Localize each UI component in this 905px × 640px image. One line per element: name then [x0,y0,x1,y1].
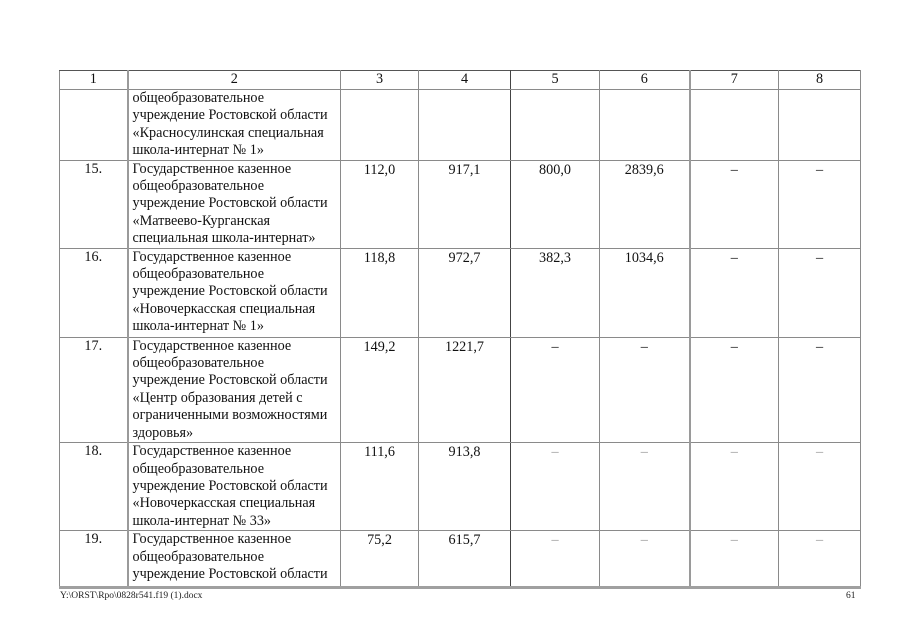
row-number: 17. [60,337,128,442]
table-row [60,443,861,531]
cell-col6: – [600,337,690,442]
cell-col7: – [690,248,779,337]
cell-col4: 1221,7 [419,337,511,442]
institution-name: Государственное казенное общеобразовательное учреждение Ростовской области [128,531,341,588]
cell-col7: – [690,443,779,531]
column-header: 7 [690,71,779,90]
cell-col8: – [779,443,861,531]
cell-col7 [690,90,779,161]
row-number: 19. [60,531,128,588]
table-row [60,160,861,248]
cell-col5: – [511,337,600,442]
cell-col5 [511,90,600,161]
cell-col7: – [690,337,779,442]
cell-col4: 615,7 [419,531,511,588]
cell-col8: – [779,531,861,588]
table-header-row [60,71,861,90]
row-number: 16. [60,248,128,337]
cell-col6: – [600,531,690,588]
footer-page-number: 61 [846,591,856,601]
institution-name: Государственное казенное общеобразовательное учреждение Ростовской области «Матвеево-Курганская специальная школа-интернат» [128,160,341,248]
column-header: 5 [511,71,600,90]
column-header: 8 [779,71,861,90]
cell-col4: 913,8 [419,443,511,531]
cell-col8 [779,90,861,161]
cell-col3: 75,2 [341,531,419,588]
column-header: 1 [60,71,128,90]
cell-col7: – [690,531,779,588]
row-number [60,90,128,161]
cell-col5: – [511,443,600,531]
table-row [60,337,861,442]
cell-col3: 118,8 [341,248,419,337]
table-row [60,248,861,337]
cell-col4: 972,7 [419,248,511,337]
column-header: 2 [128,71,341,90]
cell-col5: – [511,531,600,588]
cell-col4: 917,1 [419,160,511,248]
cell-col5: 382,3 [511,248,600,337]
cell-col3: 112,0 [341,160,419,248]
cell-col8: – [779,160,861,248]
cell-col6: 2839,6 [600,160,690,248]
column-header: 6 [600,71,690,90]
cell-col8: – [779,337,861,442]
cell-col7: – [690,160,779,248]
institution-name: Государственное казенное общеобразовательное учреждение Ростовской области «Центр образования детей с ограниченными возможностями здоровья» [128,337,341,442]
column-header: 3 [341,71,419,90]
cell-col5: 800,0 [511,160,600,248]
table-row [60,531,861,588]
institution-name: общеобразовательное учреждение Ростовской области «Красносулинская специальная школа-интернат № 1» [128,90,341,161]
cell-col8: – [779,248,861,337]
cell-col4 [419,90,511,161]
column-header: 4 [419,71,511,90]
cell-col3: 111,6 [341,443,419,531]
data-table [59,70,861,589]
institution-name: Государственное казенное общеобразовательное учреждение Ростовской области «Новочеркасская специальная школа-интернат № 1» [128,248,341,337]
row-number: 15. [60,160,128,248]
cell-col6: 1034,6 [600,248,690,337]
cell-col6: – [600,443,690,531]
footer-file-path: Y:\ORST\Rpo\0828r541.f19 (1).docx [60,591,203,601]
cell-col3: 149,2 [341,337,419,442]
institution-name: Государственное казенное общеобразовательное учреждение Ростовской области «Новочеркасская специальная школа-интернат № 33» [128,443,341,531]
row-number: 18. [60,443,128,531]
table-row-continuation [60,90,861,161]
cell-col6 [600,90,690,161]
cell-col3 [341,90,419,161]
